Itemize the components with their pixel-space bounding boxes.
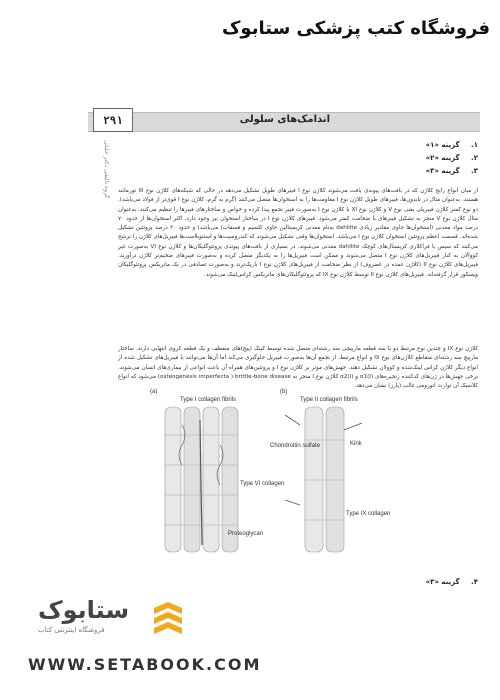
type2-fibrils-label: Type II collagen fibrils [300, 397, 358, 403]
store-title: فروشگاه کتب پزشکی ستابوک [221, 18, 490, 39]
answer-number: ۱. [471, 141, 478, 149]
collagen-figure [140, 385, 391, 560]
logo-subtitle: فروشگاه اینترنتی کتاب [38, 626, 105, 634]
answer-item-1 [426, 141, 478, 149]
type6-collagen-label: Type VI collagen [240, 481, 285, 487]
answer-number: ۳. [471, 167, 478, 175]
panel-a-label: (a) [150, 389, 158, 395]
type9-collagen-label: Type IX collagen [346, 511, 391, 517]
answer-text: گزینه «۳» [425, 167, 460, 175]
page-number: ۲۹۱ [93, 108, 133, 132]
explanation-paragraph-2: کلاژن نوع IX و چندین نوع مرتبط دو یا سه قطعه مارپیچی سه رشته‌ای متصل شده توسط کینک (پیچ)های منعطف و یک قطعه کروی انتهایی دارند. ساختار مارپیچ سه رشته‌ای متقاطع کلاژن‌های نوع IX و انواع مرتبط، از تجمع آن‌ها به‌صورت فیبریل جلوگیری می‌کند اما آن‌ها می‌توانند با فیبریل‌های تشکیل شده از انواع دیگر کلاژن کراس لینک‌شده و کوولان تشکیل دهند. جهش‌های موثر بر کلاژن نوع I و پروتئین‌های همراه آن باعث انواعی از بیماری‌های انسان می‌شوند. برخی جهش‌ها در ژن‌های کدکننده زنجیره‌های α1(I) و α2(I) کلاژن نوع I منجر به osteogenesis imperfecta ) brittle-bone disease) می‌شود که انواع کلاسیک آن توارث اتوزومی غالب (بارز) نشان می‌دهد. [118, 346, 478, 390]
answer-number: ۲. [471, 154, 478, 162]
answer-text: گزینه «۲» [425, 154, 460, 162]
proteoglycan-label: Proteoglycan [228, 531, 264, 537]
panel-b-fibrils [285, 407, 362, 552]
answer-item-2 [426, 154, 478, 162]
answer-number: ۴. [471, 578, 478, 586]
answer-text: گزینه «۳» [425, 578, 460, 586]
explanation-paragraph-1: از میان انواع رایج کلاژن که در بافت‌های پیوندی یافت می‌شوند کلاژن نوع I فیبرهای طویل تشکیل می‌دهد در حالی که شبکه‌های کلاژن نوع III تورمانند هستند. به‌عنوان مثال در تاندون‌ها، فیبرهای طویل کلاژن نوع I مقاومت‌ها را به استخوان‌ها متصل می‌کنند (گرم به گرم، کلاژن نوع I قوی‌تر از فولاد می‌باشد). دو نوع کمتر کلاژن فیبریلی یعنی نوع V و کلاژن نوع XI با کلاژن نوع I به‌صورت فیبر تجمع پیدا کرده و خواص و ساختارهای فیبرها را تنظیم می‌کنند. به‌عنوان مثال کلاژن نوع V منجر به تشکیل فیبرهای با ضخامت کمتر می‌شود. فیبرهای کلاژن نوع I در ساختار استخوان نیز وجود دارد. اکثر استخوان‌ها از حدود ۷۰ درصد مواد معدنی (استخوان‌ها حاوی مقادیر زیادی dahllite به‌نام معدنی کریستالین حاوی کلسیم و فسفات) می‌باشد) و حدود ۳۰ درصد پروتئین تشکیل شده‌اند. قسمت اعظم پروتئین استخوان کلاژن نوع I می‌باشد. استخوان‌ها وقتی تشکیل می‌شوند که کندروسیت‌ها و استئوبلاست‌ها فیبریل‌های کلاژن را ترشح می‌کنند که سپس با فراکلازی کریستال‌های کوچک dahllite معدنی می‌شوند. در بسیاری از بافت‌های پیوندی پروتئوگلیکان‌ها و کلاژن نوع VI به‌صورت غیر کووالان به کنار فیبریل‌های کلاژن نوع I متصل می‌شوند و ممکن است فیبریل‌ها را به یکدیگر متصل کرده و به‌صورت فیبرهای ضخیم‌تر کلاژن درآورند. فیبریل‌های کلاژن نوع II (کلاژن عمده در غضروف) از نظر ضخامت از فیبریل‌های کلاژن نوع I باریک‌ترند و به‌صورت تصادفی در یک ماتریکس پروتئوگلیکان ویسکوز قرار گرفته‌اند. فیبریل‌های کلاژن نوع II توسط کلاژن نوع IX که پروتئوگلیکان‌های ماتریکس کراس‌لینک می‌شوند. [118, 188, 479, 278]
kink-label: Kink [350, 441, 362, 447]
panel-b-label: (b) [280, 389, 288, 395]
book-logo-icon [150, 600, 186, 636]
site-url[interactable]: WWW.SETABOOK.COM [28, 655, 262, 674]
side-author-text: گروه تالیفی دکتر خلیلی [103, 140, 110, 199]
chondroitin-sulfate-label: Chondroitin sulfate [270, 443, 321, 449]
logo-text: ستابوک [38, 596, 130, 624]
answer-text: گزینه «۱» [425, 141, 460, 149]
type1-fibrils-label: Type I collagen fibrils [180, 397, 237, 403]
answer-item-3 [426, 167, 478, 175]
chapter-title: اندامک‌های سلولی [239, 114, 330, 125]
answer-item-4 [426, 578, 478, 586]
